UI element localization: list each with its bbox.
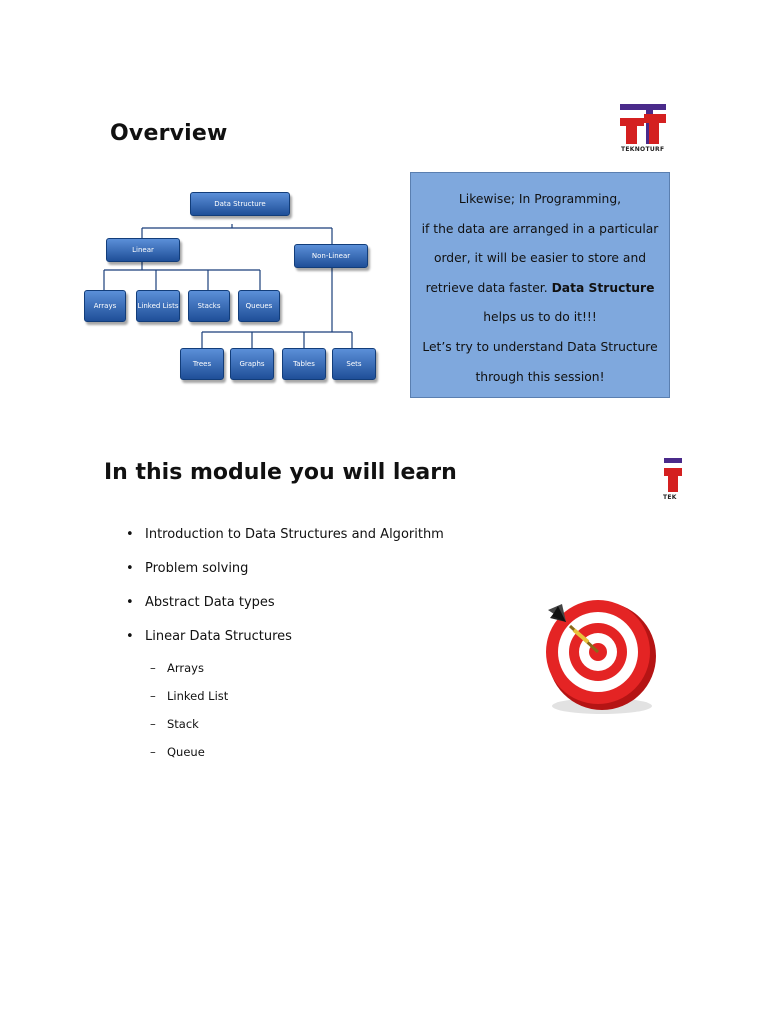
info-line: Let’s try to understand Data Structure bbox=[422, 339, 658, 354]
logo-text: TEK bbox=[663, 494, 677, 501]
node-non-linear: Non-Linear bbox=[294, 244, 368, 268]
overview-slide bbox=[0, 0, 768, 420]
sub-list-item bbox=[150, 660, 228, 688]
bullet-icon: • bbox=[126, 595, 134, 610]
info-line: Likewise; In Programming, bbox=[458, 192, 622, 206]
dash-icon: – bbox=[150, 745, 156, 759]
teknoturf-logo-mark bbox=[660, 456, 682, 492]
list-item-text: Introduction to Data Structures and Algorithm bbox=[145, 527, 444, 542]
teknoturf-logo-mark bbox=[618, 102, 670, 146]
sub-list-item-text: Queue bbox=[167, 745, 205, 759]
list-item bbox=[126, 594, 444, 628]
sub-list-item-text: Linked List bbox=[167, 689, 229, 703]
teknoturf-logo-cropped bbox=[660, 456, 682, 506]
node-arrays: Arrays bbox=[84, 290, 126, 322]
dash-icon: – bbox=[150, 661, 156, 675]
list-item-text: Abstract Data types bbox=[145, 595, 275, 610]
dash-icon: – bbox=[150, 717, 156, 731]
node-data-structure: Data Structure bbox=[190, 192, 290, 216]
bullet-icon: • bbox=[126, 527, 134, 542]
sub-list-item-text: Stack bbox=[167, 717, 199, 731]
linear-structures-sublist bbox=[150, 660, 228, 772]
node-queues: Queues bbox=[238, 290, 280, 322]
node-sets: Sets bbox=[332, 348, 376, 380]
info-line: order, it will be easier to store and bbox=[433, 251, 647, 266]
info-line: if the data are arranged in a particular bbox=[421, 221, 659, 236]
list-item-text: Problem solving bbox=[145, 561, 249, 576]
bullet-icon: • bbox=[126, 561, 134, 576]
module-slide bbox=[0, 430, 768, 790]
sub-list-item-text: Arrays bbox=[167, 661, 204, 675]
dash-icon: – bbox=[150, 689, 156, 703]
dartboard-image bbox=[522, 568, 662, 718]
learning-topics-list bbox=[126, 526, 444, 662]
info-line: through this session! bbox=[475, 369, 605, 384]
data-structure-diagram bbox=[82, 180, 388, 390]
node-linked-lists: Linked Lists bbox=[136, 290, 180, 322]
list-item-text: Linear Data Structures bbox=[145, 629, 292, 644]
node-linear: Linear bbox=[106, 238, 180, 262]
dartboard-target-icon bbox=[522, 568, 662, 718]
node-tables: Tables bbox=[282, 348, 326, 380]
info-text: retrieve data faster. bbox=[425, 280, 548, 295]
node-graphs: Graphs bbox=[230, 348, 274, 380]
info-bold-term: Data Structure bbox=[551, 280, 655, 295]
info-box bbox=[410, 172, 670, 398]
node-stacks: Stacks bbox=[188, 290, 230, 322]
sub-list-item bbox=[150, 744, 228, 772]
sub-list-item bbox=[150, 688, 228, 716]
logo-text: TEKNOTURF bbox=[621, 146, 665, 153]
slide-title: Overview bbox=[110, 121, 228, 146]
slide-title: In this module you will learn bbox=[104, 460, 457, 485]
teknoturf-logo bbox=[618, 102, 670, 156]
list-item bbox=[126, 526, 444, 560]
node-trees: Trees bbox=[180, 348, 224, 380]
list-item bbox=[126, 628, 444, 662]
info-line bbox=[411, 274, 669, 304]
sub-list-item bbox=[150, 716, 228, 744]
bullet-icon: • bbox=[126, 629, 134, 644]
list-item bbox=[126, 560, 444, 594]
info-line: helps us to do it!!! bbox=[483, 310, 597, 325]
